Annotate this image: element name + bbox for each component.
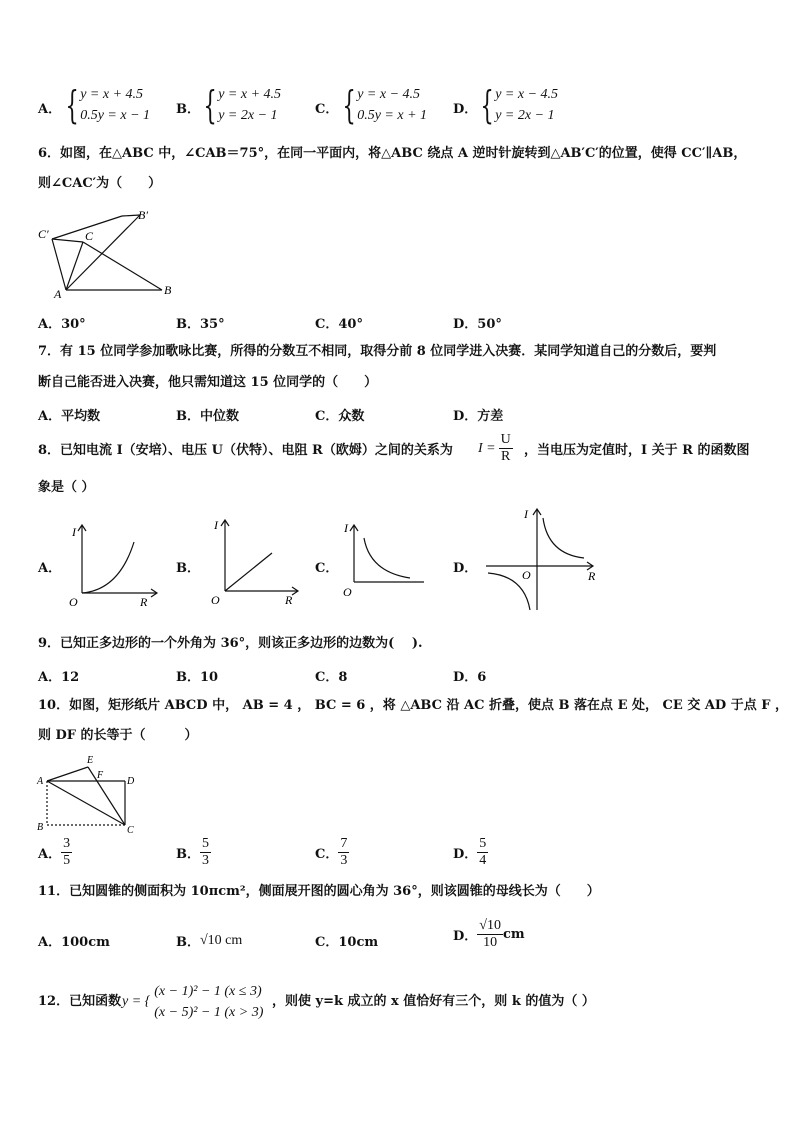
equation-line: 0.5y = x − 1	[80, 108, 151, 123]
segment-e-c	[88, 767, 125, 825]
option-letter: B．	[176, 935, 200, 950]
numerator: 5	[479, 836, 487, 851]
label-c: C	[127, 825, 134, 836]
q7-option-a[interactable]: A．平均数	[38, 409, 101, 424]
q11-option-b[interactable]	[176, 931, 242, 950]
axis-label-i: I	[72, 525, 76, 539]
label-e: E	[87, 755, 94, 766]
q6-option-d[interactable]: D．50°	[453, 317, 502, 332]
option-letter: B．	[176, 847, 200, 862]
graph-curve	[364, 538, 410, 578]
segment-c-a	[66, 242, 83, 290]
q9-option-d[interactable]: D．6	[453, 670, 487, 685]
q8-option-c[interactable]: C．	[315, 561, 339, 576]
formula-denominator: R	[501, 449, 511, 464]
q5-option-d-system	[475, 84, 558, 126]
segment-c1-c	[52, 239, 83, 242]
q12-prefix: 12．已知函数	[38, 994, 122, 1009]
label-a: A	[37, 776, 44, 787]
q11-option-d[interactable]	[453, 918, 525, 951]
graph-curve-upper	[543, 518, 584, 558]
formula-fraction	[499, 432, 513, 465]
numerator: √10	[479, 918, 501, 933]
brace-icon: {	[342, 83, 356, 127]
q10-option-b[interactable]	[176, 836, 211, 869]
q6-option-b[interactable]: B．35°	[176, 317, 225, 332]
option-letter: D．	[453, 929, 478, 944]
option-fraction	[338, 836, 349, 869]
denominator: 3	[340, 853, 348, 868]
option-fraction	[200, 836, 211, 869]
q6-option-a[interactable]: A．30°	[38, 317, 86, 332]
denominator: 5	[63, 853, 71, 868]
segment-a-e	[47, 767, 88, 781]
label-c: C	[85, 229, 94, 243]
q5-option-a-letter[interactable]: A．	[38, 102, 62, 117]
axis-label-r: R	[285, 593, 293, 607]
label-b: B	[164, 283, 172, 297]
q6-option-c[interactable]: C．40°	[315, 317, 363, 332]
axis-label-i: I	[524, 507, 528, 521]
segment-c-b	[83, 242, 162, 290]
option-letter: A．	[38, 847, 62, 862]
q5-option-b-letter[interactable]: B．	[176, 102, 200, 117]
brace-icon: {	[203, 83, 217, 127]
formula-lhs: I =	[478, 440, 496, 456]
segment-a-c	[47, 781, 125, 825]
equation-line: y = x − 4.5	[495, 87, 559, 102]
q10-option-d[interactable]	[453, 836, 488, 869]
q10-option-a[interactable]	[38, 836, 72, 869]
q8-graph-d	[478, 504, 603, 614]
q7-stem-line2: 断自己能否进入决赛，他只需知道这 15 位同学的（ ）	[38, 375, 378, 390]
equation-line: y = 2x − 1	[495, 108, 555, 123]
formula-numerator: U	[500, 432, 511, 447]
q8-stem-line2: 象是（ ）	[38, 480, 95, 495]
graph-line	[225, 553, 272, 591]
label-b-prime: B′	[138, 208, 148, 222]
label-f: F	[97, 770, 104, 781]
q5-option-d-letter[interactable]: D．	[453, 102, 478, 117]
q9-option-c[interactable]: C．8	[315, 670, 348, 685]
function-piece: (x − 1)² − 1 (x ≤ 3)	[154, 984, 262, 999]
q7-stem-line1: 7．有 15 位同学参加歌咏比赛，所得的分数互不相同，取得分前 8 位同学进入决赛．某同学知道自己的分数后，要判	[38, 344, 717, 359]
option-letter: D．	[453, 847, 478, 862]
label-d: D	[127, 776, 135, 787]
q8-stem-line1b: ，当电压为定值时，I 关于 R 的函数图	[524, 443, 750, 458]
q8-graph-a	[64, 518, 164, 610]
graph-curve	[82, 542, 134, 593]
axis-label-o: O	[343, 585, 352, 599]
numerator: 5	[202, 836, 209, 851]
equation-line: y = x − 4.5	[357, 87, 421, 102]
q6-stem-line1: 6．如图，在△ABC 中，∠CAB＝75°，在同一平面内，将△ABC 绕点 A 逆时针旋转到△AB′C′的位置，使得 CC′∥AB，	[38, 146, 747, 161]
q10-figure	[30, 752, 145, 836]
equation-line: y = 2x − 1	[218, 108, 278, 123]
q6-stem-line2: 则∠CAC′为（ ）	[38, 176, 162, 191]
q9-stem: 9．已知正多边形的一个外角为 36°，则该正多边形的边数为( ).	[38, 636, 423, 651]
q6-figure	[30, 202, 190, 302]
equation-line: 0.5y = x + 1	[357, 108, 428, 123]
option-fraction	[61, 836, 72, 869]
q7-option-c[interactable]: C．众数	[315, 409, 365, 424]
numerator: 7	[340, 836, 348, 851]
numerator: 3	[63, 836, 71, 851]
denominator: 10	[483, 935, 498, 950]
q8-graph-c	[340, 518, 430, 604]
q8-option-a[interactable]: A．	[38, 561, 62, 576]
q10-stem-line1: 10．如图，矩形纸片 ABCD 中， AB = 4 ， BC = 6 ，将 △ABC 沿 AC 折叠，使点 B 落在点 E 处， CE 交 AD 于点 F ，	[38, 698, 789, 713]
function-piece: (x − 5)² − 1 (x > 3)	[154, 1005, 264, 1020]
label-b: B	[37, 822, 44, 833]
q12-suffix: ，则使 y=k 成立的 x 值恰好有三个，则 k 的值为（ ）	[272, 994, 595, 1009]
q5-option-c-system	[337, 84, 427, 126]
axis-label-i: I	[214, 518, 218, 532]
label-c-prime: C′	[38, 227, 49, 241]
option-unit: cm	[502, 927, 525, 942]
segment-c1-a	[52, 239, 66, 290]
option-fraction	[477, 918, 503, 951]
q11-option-a[interactable]: A．100cm	[38, 935, 110, 950]
q8-graph-b	[205, 513, 305, 610]
q8-stem-line1a: 8．已知电流 I（安培）、电压 U（伏特）、电阻 R（欧姆）之间的关系为	[38, 443, 453, 458]
equation-line: y = x + 4.5	[80, 87, 144, 102]
q9-option-a[interactable]: A．12	[38, 670, 80, 685]
denominator: 3	[202, 853, 209, 868]
q8-option-d[interactable]: D．	[453, 561, 478, 576]
axis-label-r: R	[140, 595, 148, 609]
q10-stem-line2: 则 DF 的长等于（ ）	[38, 728, 198, 743]
q12-piecewise-function	[122, 981, 263, 1023]
q8-option-b[interactable]: B．	[176, 561, 200, 576]
axis-label-i: I	[344, 521, 348, 535]
q5-option-a-system	[60, 84, 150, 126]
label-a: A	[54, 287, 62, 301]
brace-icon: {	[65, 83, 79, 127]
option-value: √10 cm	[200, 932, 243, 948]
function-lhs: y = {	[122, 994, 151, 1009]
q10-option-c[interactable]	[315, 836, 349, 869]
q7-option-b[interactable]: B．中位数	[176, 409, 239, 424]
q5-option-c-letter[interactable]: C．	[315, 102, 339, 117]
option-letter: C．	[315, 847, 339, 862]
function-pieces	[154, 981, 263, 1023]
brace-icon: {	[480, 83, 494, 127]
q8-formula	[478, 432, 513, 465]
axis-label-o: O	[211, 593, 220, 607]
axis-label-o: O	[69, 595, 78, 609]
axis-label-o: O	[522, 568, 531, 582]
q5-option-b-system	[198, 84, 281, 126]
equation-line: y = x + 4.5	[218, 87, 282, 102]
denominator: 4	[479, 853, 487, 868]
q11-option-c[interactable]: C．10cm	[315, 935, 379, 950]
axis-label-r: R	[588, 569, 596, 583]
q7-option-d[interactable]: D．方差	[453, 409, 504, 424]
q11-stem: 11．已知圆锥的侧面积为 10πcm²，侧面展开图的圆心角为 36°，则该圆锥的母线长为（ ）	[38, 884, 600, 899]
option-fraction	[477, 836, 488, 869]
q9-option-b[interactable]: B．10	[176, 670, 219, 685]
segment-a-b1	[66, 215, 140, 290]
